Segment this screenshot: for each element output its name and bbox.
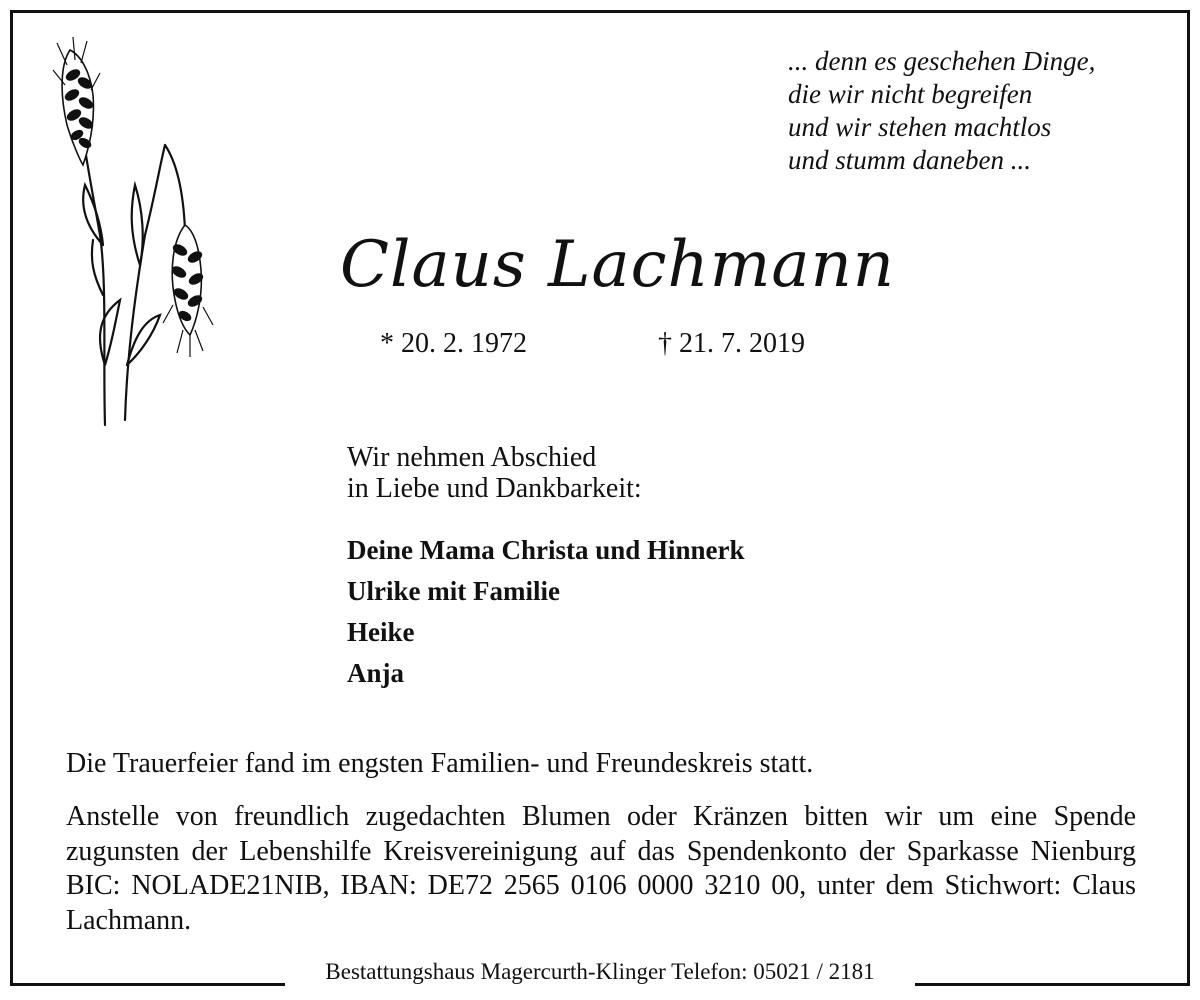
mourners-list [347, 530, 947, 694]
wheat-ears-icon [45, 35, 225, 435]
mourner-name: Ulrike mit Familie [347, 576, 560, 606]
motto-line: die wir nicht begreifen [788, 79, 1033, 109]
farewell-line: in Liebe und Dankbarkeit: [347, 473, 642, 504]
motto-line: und wir stehen machtlos [788, 112, 1052, 142]
mourner-name: Anja [347, 658, 405, 688]
farewell-line: Wir nehmen Abschied [347, 442, 597, 473]
mourner-name: Heike [347, 617, 415, 647]
donation-request: Anstelle von freundlich zugedachten Blumen oder Kränzen bitten wir um eine Spende zugunsten der Lebenshilfe Kreisvereinigung auf das Spendenkonto der Sparkasse Nienburg BIC: NOLADE21NIB, IBAN: DE72 2565 0106 0000 3210 00, unter dem Stichwort: Claus Lachmann. [66, 801, 1136, 936]
mourner-name: Deine Mama Christa und Hinnerk [347, 535, 745, 565]
death-date: † 21. 7. 2019 [658, 328, 805, 359]
motto-line: ... denn es geschehen Dinge, [788, 46, 1096, 76]
farewell-text [347, 442, 847, 504]
funeral-home-footer: Bestattungshaus Magercurth-Klinger Telefon: 05021 / 2181 [285, 957, 915, 987]
motto-line: und stumm daneben ... [788, 145, 1031, 175]
motto-quote [788, 45, 1168, 177]
birth-date: * 20. 2. 1972 [380, 328, 527, 359]
deceased-name: Claus Lachmann [340, 228, 895, 302]
ceremony-note: Die Trauerfeier fand im engsten Familien- und Freundeskreis statt. [66, 748, 814, 779]
